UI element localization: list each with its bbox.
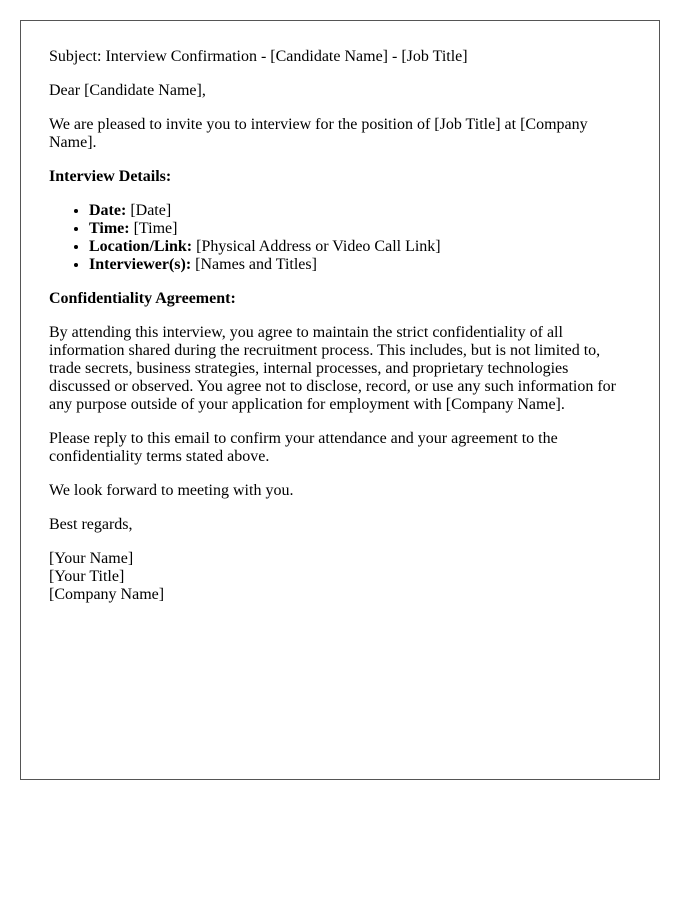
greeting: Dear [Candidate Name], xyxy=(49,82,206,99)
interview-details-list xyxy=(49,202,631,274)
detail-label: Time: xyxy=(89,220,130,237)
detail-value: [Physical Address or Video Call Link] xyxy=(192,238,441,255)
reply-request-paragraph: Please reply to this email to confirm your attendance and your agreement to the confidentiality terms stated above. xyxy=(49,430,558,465)
confidentiality-paragraph: By attending this interview, you agree to maintain the strict confidentiality of all information shared during the recruitment process. This includes, but is not limited to, trade secrets, business strategies, internal processes, and proprietary technologies discussed or observed. You agree not to disclose, record, or use any such information for any purpose outside of your application for employment with [Company Name]. xyxy=(49,324,616,413)
signature-block xyxy=(49,550,631,604)
detail-value: [Date] xyxy=(126,202,172,219)
detail-label: Interviewer(s): xyxy=(89,256,192,273)
closing-line: We look forward to meeting with you. xyxy=(49,482,294,499)
interview-details-heading: Interview Details: xyxy=(49,168,172,185)
detail-value: [Time] xyxy=(129,220,178,237)
signature-company: [Company Name] xyxy=(49,586,165,603)
detail-item-date xyxy=(89,202,631,220)
letter-body xyxy=(20,20,660,780)
subject-line: Subject: Interview Confirmation - [Candidate Name] - [Job Title] xyxy=(49,48,468,65)
detail-label: Date: xyxy=(89,202,127,219)
signoff: Best regards, xyxy=(49,516,133,533)
detail-value: [Names and Titles] xyxy=(191,256,317,273)
intro-paragraph: We are pleased to invite you to interview for the position of [Job Title] at [Company Name]. xyxy=(49,116,588,151)
detail-item-location xyxy=(89,238,631,256)
detail-label: Location/Link: xyxy=(89,238,193,255)
signature-name: [Your Name] xyxy=(49,550,134,567)
detail-item-time xyxy=(89,220,631,238)
signature-title: [Your Title] xyxy=(49,568,125,585)
confidentiality-heading: Confidentiality Agreement: xyxy=(49,290,236,307)
detail-item-interviewers xyxy=(89,256,631,274)
